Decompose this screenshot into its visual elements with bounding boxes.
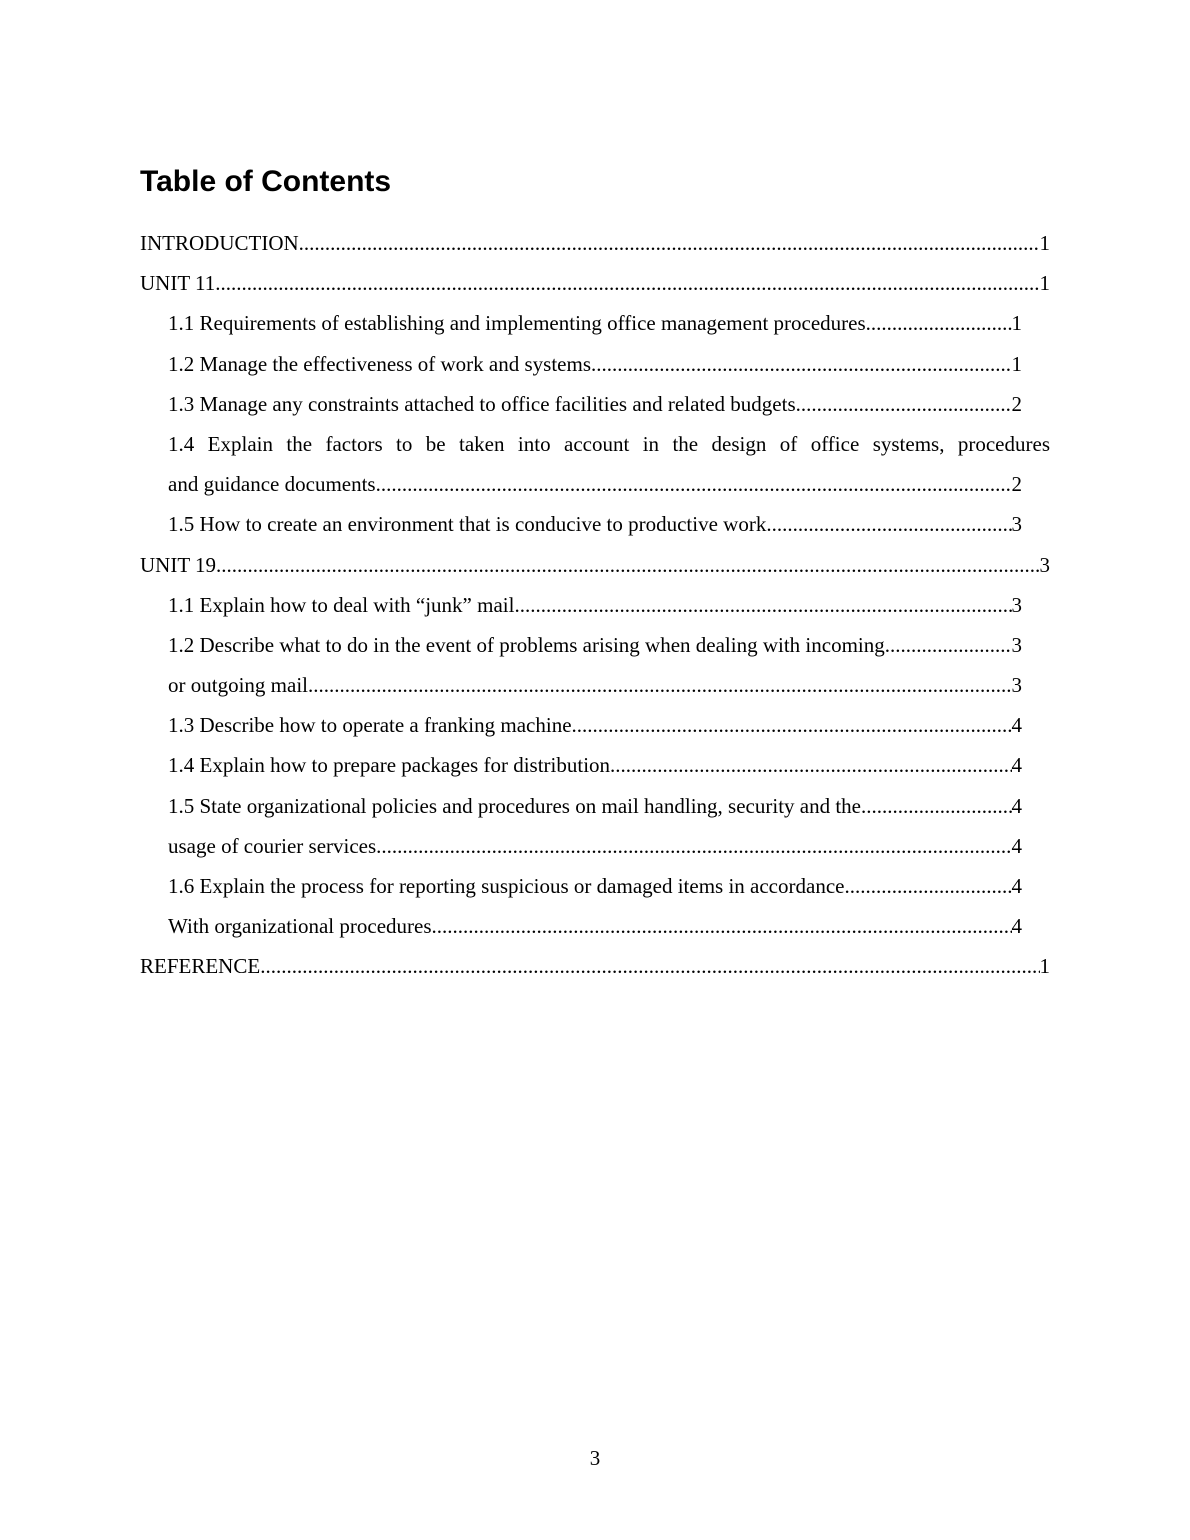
toc-entry-page: 2 xyxy=(1011,391,1022,416)
toc-entry-text: 1.2 Manage the effectiveness of work and systems xyxy=(168,351,591,376)
toc-leader-dots xyxy=(376,831,1011,861)
toc-entry-unit11-1-1[interactable] xyxy=(140,308,1022,348)
toc-entry-page: 3 xyxy=(1011,592,1022,617)
toc-leader-dots xyxy=(376,469,1012,499)
toc-entry-unit19-1-6-cont[interactable] xyxy=(140,911,1022,951)
toc-entry-page: 1 xyxy=(1039,954,1050,979)
toc-leader-dots xyxy=(260,951,1039,981)
toc-leader-dots xyxy=(861,791,1012,821)
toc-entry-reference[interactable] xyxy=(140,951,1050,991)
toc-leader-dots xyxy=(766,509,1011,539)
toc-entry-text: 1.5 State organizational policies and procedures on mail handling, security and the xyxy=(168,793,861,818)
toc-entry-text: INTRODUCTION xyxy=(140,231,299,255)
toc-entry-page: 3 xyxy=(1011,512,1022,537)
toc-leader-dots xyxy=(796,389,1012,419)
toc-entry-unit-11[interactable] xyxy=(140,268,1050,308)
toc-entry-text: or outgoing mail xyxy=(168,673,308,698)
toc-entry-unit19-1-2-cont[interactable] xyxy=(140,670,1022,710)
toc-leader-dots xyxy=(215,268,1039,298)
toc-leader-dots xyxy=(216,550,1039,580)
toc-entry-unit11-1-3[interactable] xyxy=(140,389,1022,429)
toc-entry-page: 4 xyxy=(1011,874,1022,898)
toc-entry-text: REFERENCE xyxy=(140,954,261,979)
toc-entry-introduction[interactable] xyxy=(140,228,1050,268)
toc-entry-unit-19[interactable] xyxy=(140,550,1050,590)
page-number: 3 xyxy=(589,1446,601,1470)
toc-entry-text: 1.1 Explain how to deal with “junk” mail xyxy=(168,592,515,617)
toc-leader-dots xyxy=(844,871,1011,901)
toc-entry-unit19-1-2[interactable] xyxy=(140,630,1022,670)
toc-entry-page: 2 xyxy=(1011,472,1022,497)
toc-entry-text: and guidance documents xyxy=(168,472,376,497)
toc-entry-text: With organizational procedures xyxy=(168,914,432,939)
toc-entry-unit11-1-4-line1[interactable] xyxy=(140,429,1050,469)
toc-title: Table of Contents xyxy=(140,165,392,198)
toc-entry-text: 1.6 Explain the process for reporting suspicious or damaged items in accordance xyxy=(168,874,845,898)
toc-entry-page: 1 xyxy=(1011,351,1022,376)
toc-entry-page: 3 xyxy=(1011,673,1022,698)
toc-entry-unit11-1-2[interactable] xyxy=(140,349,1022,389)
toc-entry-unit19-1-5[interactable] xyxy=(140,791,1022,831)
toc-entry-page: 4 xyxy=(1011,753,1022,778)
toc-entry-text: UNIT 19 xyxy=(140,552,217,577)
toc-entry-text: 1.3 Manage any constraints attached to office facilities and related budgets xyxy=(168,391,796,416)
toc-entry-page: 3 xyxy=(1039,552,1050,577)
toc-leader-dots xyxy=(885,630,1012,660)
toc-leader-dots xyxy=(572,710,1012,740)
toc-entry-page: 4 xyxy=(1011,793,1022,818)
toc-entry-text: 1.2 Describe what to do in the event of problems arising when dealing with incoming xyxy=(168,632,885,657)
toc-entry-text: 1.1 Requirements of establishing and implementing office management procedures xyxy=(168,311,866,336)
toc-entry-unit19-1-1[interactable] xyxy=(140,590,1022,630)
toc-entry-text: 1.4 Explain how to prepare packages for distribution xyxy=(168,753,611,778)
toc-entry-unit19-1-3[interactable] xyxy=(140,710,1022,750)
toc-entry-page: 3 xyxy=(1011,632,1022,657)
toc-leader-dots xyxy=(591,349,1012,379)
toc-entry-page: 1 xyxy=(1011,311,1022,336)
toc-leader-dots xyxy=(299,228,1040,258)
toc-entry-page: 4 xyxy=(1011,914,1022,939)
toc-entry-text: 1.5 How to create an environment that is conducive to productive work xyxy=(168,512,767,537)
toc-entry-page: 4 xyxy=(1011,713,1022,738)
toc-leader-dots xyxy=(432,911,1012,941)
toc-entry-page: 4 xyxy=(1011,833,1022,858)
toc-list xyxy=(140,228,1050,992)
toc-leader-dots xyxy=(610,750,1011,780)
toc-entry-text: 1.3 Describe how to operate a franking machine xyxy=(168,713,572,738)
toc-leader-dots xyxy=(514,590,1011,620)
toc-entry-text: UNIT 11 xyxy=(140,271,216,296)
toc-entry-page: 1 xyxy=(1039,231,1050,255)
toc-leader-dots xyxy=(308,670,1012,700)
toc-entry-text: usage of courier services xyxy=(168,833,377,858)
toc-entry-unit11-1-4-line2[interactable] xyxy=(140,469,1022,509)
toc-entry-text: 1.4 Explain the factors to be taken into account in the design of office systems, procedures xyxy=(168,431,1050,456)
toc-entry-unit19-1-4[interactable] xyxy=(140,750,1022,790)
toc-entry-unit19-1-6[interactable] xyxy=(140,871,1022,911)
toc-leader-dots xyxy=(866,308,1012,338)
toc-entry-unit19-1-5-cont[interactable] xyxy=(140,831,1022,871)
toc-entry-unit11-1-5[interactable] xyxy=(140,509,1022,549)
toc-entry-page: 1 xyxy=(1039,271,1050,296)
